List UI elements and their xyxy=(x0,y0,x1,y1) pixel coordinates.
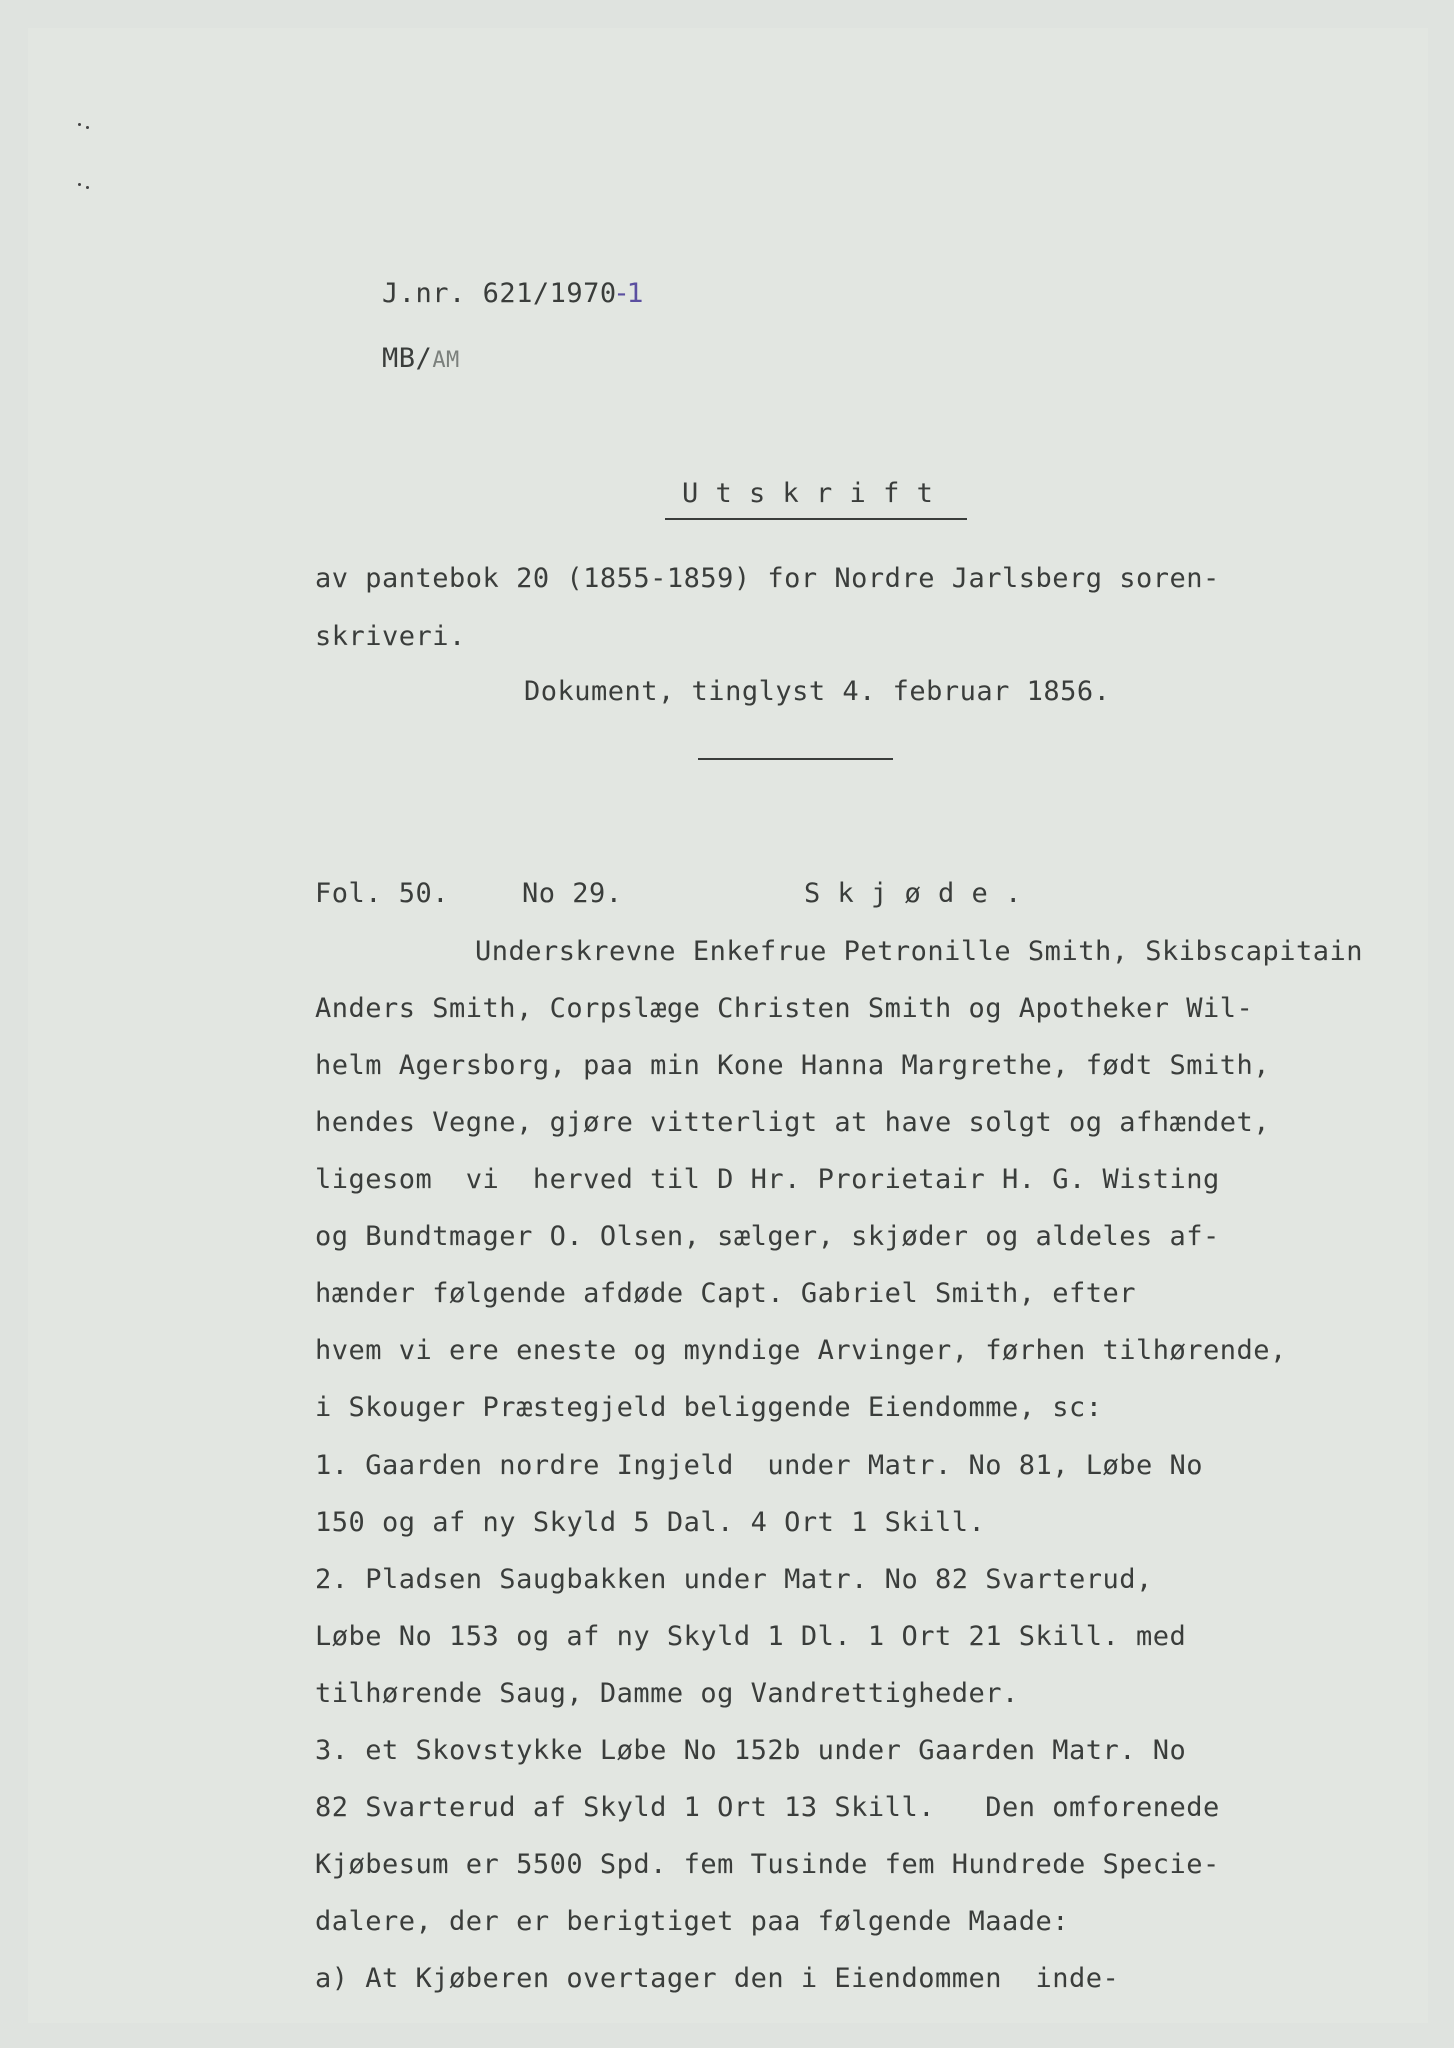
body-line: 2. Pladsen Saugbakken under Matr. No 82 Svarterud, xyxy=(315,1564,1153,1595)
entry-type: S k j ø d e . xyxy=(804,878,1022,909)
punch-mark xyxy=(78,123,81,126)
body-line: hænder følgende afdøde Capt. Gabriel Smith, efter xyxy=(315,1278,1137,1309)
body-line: tilhørende Saug, Damme og Vandrettigheder. xyxy=(315,1678,1019,1709)
section-divider xyxy=(698,758,893,760)
body-line: ligesom vi herved til D Hr. Prorietair H. G. Wisting xyxy=(315,1164,1220,1195)
punch-mark xyxy=(78,183,81,186)
folio-number: Fol. 50. xyxy=(315,878,450,909)
journal-number: J.nr. 621/1970-1 xyxy=(382,278,645,309)
body-line: a) At Kjøberen overtager den i Eiendommen inde- xyxy=(315,1963,1120,1994)
recording-date: Dokument, tinglyst 4. februar 1856. xyxy=(524,676,1111,707)
body-line: dalere, der er berigtiget paa følgende Maade: xyxy=(315,1906,1069,1937)
body-line: i Skouger Præstegjeld beliggende Eiendomme, sc: xyxy=(315,1392,1103,1423)
body-line: 150 og af ny Skyld 5 Dal. 4 Ort 1 Skill. xyxy=(315,1507,986,1538)
body-line: hvem vi ere eneste og myndige Arvinger, førhen tilhørende, xyxy=(315,1335,1287,1366)
body-line: helm Agersborg, paa min Kone Hanna Margrethe, født Smith, xyxy=(315,1050,1271,1081)
body-line: 3. et Skovstykke Løbe No 152b under Gaarden Matr. No xyxy=(315,1735,1187,1766)
body-line: Anders Smith, Corpslæge Christen Smith og Apotheker Wil- xyxy=(315,993,1254,1024)
body-line: Kjøbesum er 5500 Spd. fem Tusinde fem Hundrede Specie- xyxy=(315,1849,1220,1880)
body-line: 1. Gaarden nordre Ingjeld under Matr. No 81, Løbe No xyxy=(315,1450,1204,1481)
punch-mark xyxy=(86,186,89,189)
body-line: Underskrevne Enkefrue Petronille Smith, Skibscapitain xyxy=(475,936,1364,967)
intro-line-1: av pantebok 20 (1855-1859) for Nordre Jarlsberg soren- xyxy=(315,563,1220,594)
initials: MB/AM xyxy=(382,343,460,374)
body-line: hendes Vegne, gjøre vitterligt at have solgt og afhændet, xyxy=(315,1107,1271,1138)
body-line: og Bundtmager O. Olsen, sælger, skjøder og aldeles af- xyxy=(315,1221,1220,1252)
title-underline xyxy=(665,518,967,520)
document-title: U t s k r i f t xyxy=(682,478,934,509)
punch-mark xyxy=(86,126,89,129)
intro-line-2: skriveri. xyxy=(315,621,466,652)
body-line: 82 Svarterud af Skyld 1 Ort 13 Skill. Den omforenede xyxy=(315,1792,1220,1823)
entry-number: No 29. xyxy=(522,878,623,909)
document-page xyxy=(28,28,1428,2023)
body-line: Løbe No 153 og af ny Skyld 1 Dl. 1 Ort 21 Skill. med xyxy=(315,1621,1187,1652)
